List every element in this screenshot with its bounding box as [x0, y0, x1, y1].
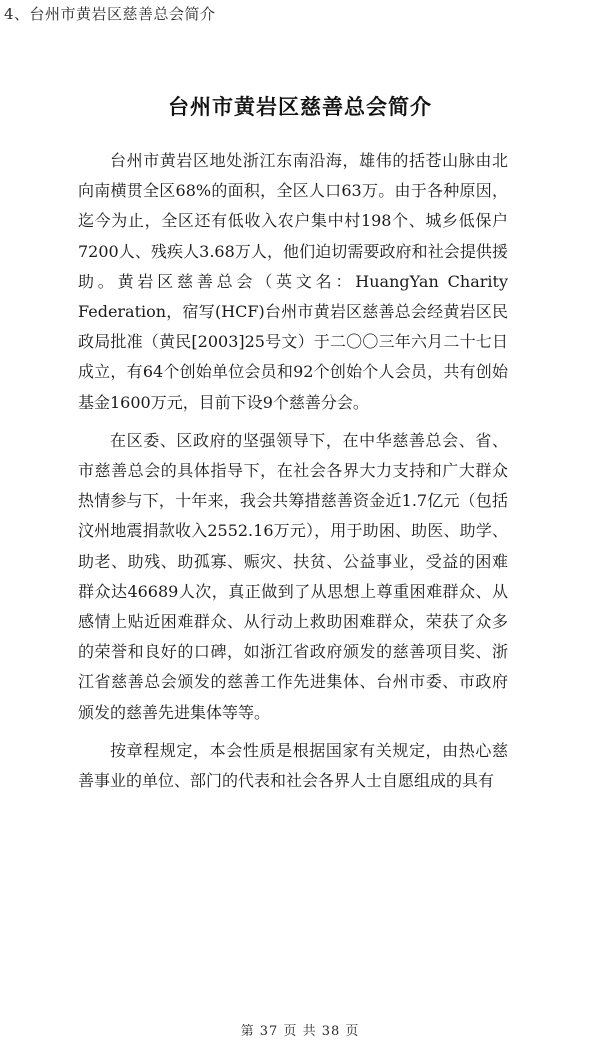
document-body — [78, 146, 508, 796]
paragraph: 按章程规定，本会性质是根据国家有关规定，由热心慈善事业的单位、部门的代表和社会各界人士自愿组成的具有 — [78, 740, 508, 791]
paragraph: 在区委、区政府的坚强领导下，在中华慈善总会、省、市慈善总会的具体指导下，在社会各界大力支持和广大群众热情参与下，十年来，我会共筹措慈善资金近1.7亿元（包括汶州地震捐款收入2552.16万元），用于助困、助医、助学、助老、助残、助孤寡、赈灾、扶贫、公益事业，受益的困难群众达46689人次，真正做到了从思想上尊重困难群众、从感情上贴近困难群众、从行动上救助困难群众，荣获了众多的荣誉和良好的口碑，如浙江省政府颁发的慈善项目奖、浙江省慈善总会颁发的慈善工作先进集体、台州市委、市政府颁发的慈善先进集体等等。 — [78, 430, 508, 722]
section-header: 4、台州市黄岩区慈善总会简介 — [4, 5, 216, 23]
document-title: 台州市黄岩区慈善总会简介 — [168, 95, 432, 119]
page-number-footer: 第 37 页 共 38 页 — [240, 1024, 360, 1039]
paragraph: 台州市黄岩区地处浙江东南沿海，雄伟的括苍山脉由北向南横贯全区68%的面积，全区人口63万。由于各种原因，迄今为止，全区还有低收入农户集中村198个、城乡低保户7200人、残疾人3.68万人，他们迫切需要政府和社会提供援助。黄岩区慈善总会（英文名：HuangYan Charity Federation，宿写(HCF)台州市黄岩区慈善总会经黄岩区民政局批准（黄民[2003]25号文）于二〇〇三年六月二十七日成立，有64个创始单位会员和92个创始个人会员，共有创始基金1600万元，目前下设9个慈善分会。 — [78, 151, 508, 412]
